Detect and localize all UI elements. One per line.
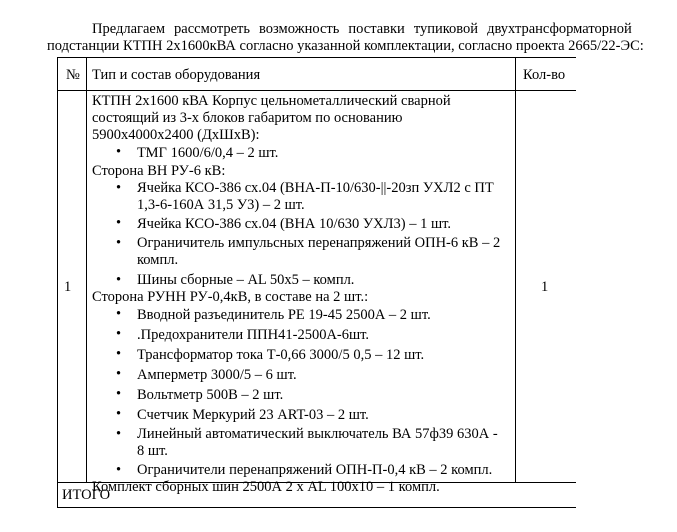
desc-title-line: состоящий из 3-х блоков габаритом по основанию: [92, 110, 403, 126]
list-item: • Шины сборные – AL 50х5 – компл.: [116, 272, 355, 288]
total-label: ИТОГО: [62, 487, 111, 503]
table-top-border: [57, 57, 576, 58]
lv-heading: Сторона РУНН РУ-0,4кВ, в составе на 2 шт.:: [92, 289, 369, 305]
bullet-icon: •: [116, 386, 122, 402]
row-qty: 1: [541, 279, 549, 295]
bullet-icon: •: [116, 346, 122, 362]
intro-line-1: Предлагаем рассмотреть возможность поставки тупиковой двухтрансформаторной: [92, 21, 632, 37]
bullet-icon: •: [116, 215, 122, 231]
bullet-icon: •: [116, 272, 122, 288]
col-divider-1: [86, 57, 87, 483]
row-num: 1: [64, 279, 72, 295]
bullet-icon: •: [116, 462, 122, 478]
list-item: • Вольтметр 500В – 2 шт.: [116, 386, 284, 403]
row-description: [92, 93, 501, 496]
header-qty: Кол-во: [523, 67, 566, 83]
list-item: • Трансформатор тока Т-0,66 3000/5 0,5 – 12 шт.: [116, 346, 425, 363]
list-item: • Вводной разъединитель РЕ 19-45 2500А – 2 шт.: [116, 306, 431, 323]
desc-title-line: 5900х4000х2400 (ДхШхВ):: [92, 127, 260, 143]
list-item: • Счетчик Меркурий 23 ART-03 – 2 шт.: [116, 406, 369, 423]
header-bottom-border: [57, 90, 576, 91]
hv-heading: Сторона ВН РУ-6 кВ:: [92, 163, 226, 179]
desc-title-line: КТПН 2х1600 кВА Корпус цельнометаллический сварной: [92, 93, 451, 109]
list-item: • Амперметр 3000/5 – 6 шт.: [116, 366, 297, 383]
desc-footer: Комплект сборных шин 2500А 2 х AL 100х10 – 1 компл.: [92, 479, 440, 495]
table-left-border: [57, 57, 58, 508]
col-divider-2: [515, 57, 516, 483]
list-item: • .Предохранители ППН41-2500А-6шт.: [116, 326, 370, 343]
intro-line-2: подстанции КТПН 2х1600кВА согласно указанной комплектации, согласно проекта 2665/22-ЭС:: [47, 38, 644, 54]
bullet-icon: •: [116, 144, 122, 160]
list-item: • Ограничитель импульсных перенапряжений ОПН-6 кВ – 2 компл.: [116, 235, 501, 268]
list-item: • ТМГ 1600/6/0,4 – 2 шт.: [116, 144, 279, 161]
header-type: Тип и состав оборудования: [92, 67, 261, 83]
list-item: • Линейный автоматический выключатель ВА 57ф39 630А - 8 шт.: [116, 426, 498, 459]
list-item: • Ячейка КСО-386 сх.04 (ВНА-П-10/630-||-20зп УХЛ2 с ПТ 1,3-6-160А 31,5 У3) – 2 шт.: [116, 180, 494, 213]
list-item: • Ячейка КСО-386 сх.04 (ВНА 10/630 УХЛ3) – 1 шт.: [116, 215, 451, 232]
equipment-table: [57, 57, 576, 508]
bullet-icon: •: [116, 180, 122, 196]
bullet-icon: •: [116, 326, 122, 342]
bullet-icon: •: [116, 235, 122, 251]
bullet-icon: •: [116, 406, 122, 422]
bullet-icon: •: [116, 306, 122, 322]
bullet-icon: •: [116, 366, 122, 382]
bullet-icon: •: [116, 426, 122, 442]
list-item: • Ограничители перенапряжений ОПН-П-0,4 кВ – 2 компл.: [116, 462, 493, 478]
header-num: №: [66, 67, 80, 83]
table-bottom-border: [57, 507, 576, 508]
